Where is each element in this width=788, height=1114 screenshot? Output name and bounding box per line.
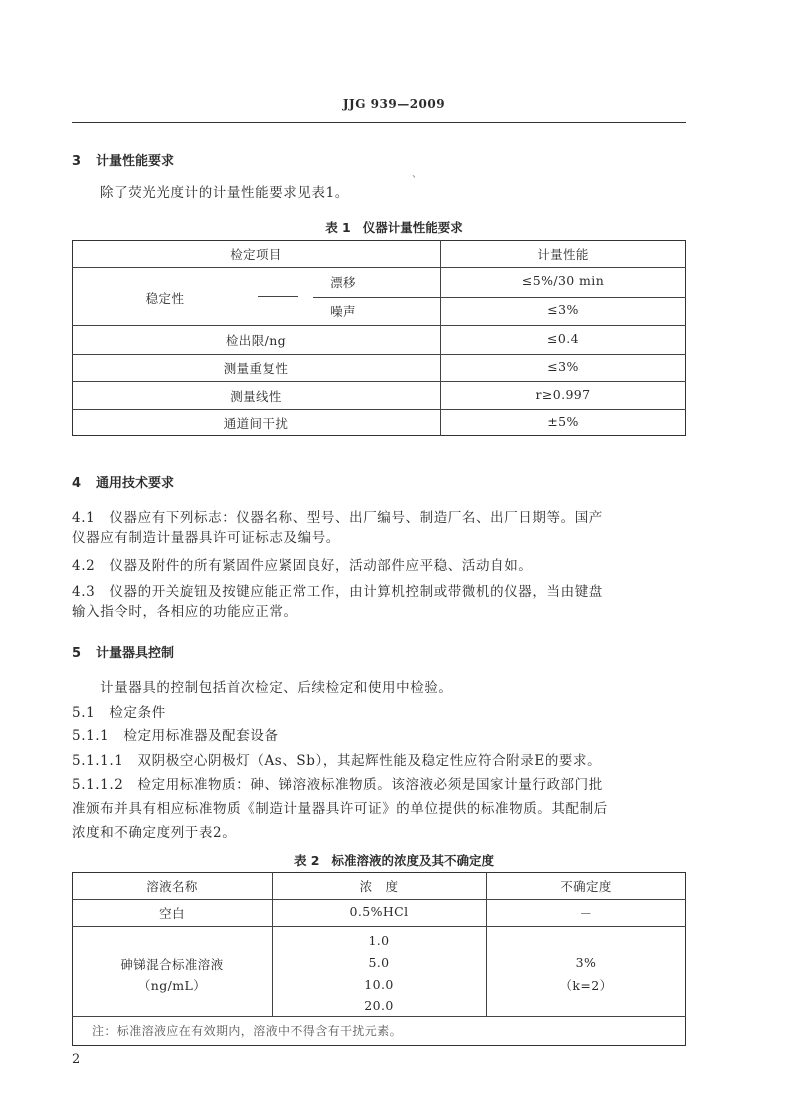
section-5-heading: [72, 642, 174, 661]
section-4-number: 4: [72, 476, 82, 491]
table-2-conc: 20.0: [364, 998, 394, 1013]
paragraph-4-1: [72, 508, 692, 548]
section-3-number: 3: [72, 154, 82, 169]
clause-5-1-1-2-num: 5.1.1.2: [72, 777, 124, 793]
table-1-cell-item: 测量重复性: [223, 361, 289, 376]
table-1-label: 表 1: [325, 220, 351, 235]
table-2-conc: 1.0: [368, 933, 390, 948]
table-1-row-rule: [313, 297, 686, 298]
table-1-cell-item: 稳定性: [145, 291, 185, 306]
table-2-header-rule: [72, 899, 686, 900]
paragraph-4-2: [72, 556, 692, 576]
clause-5-1-1-1: [72, 751, 692, 771]
table-1-cell-value: ≤0.4: [547, 331, 579, 346]
paragraph-4-1-line1: 仪器应有下列标志：仪器名称、型号、出厂编号、制造厂名、出厂日期等。国产: [109, 510, 603, 526]
page-number: 2: [72, 1052, 81, 1067]
table-1-cell-item: 通道间干扰: [223, 416, 289, 431]
clause-5-1-1-2-line3: 浓度和不确定度列于表2。: [72, 825, 237, 841]
table-1-cell-sub: 噪声: [330, 304, 356, 319]
table-1-cell-item: 检出限/ng: [225, 333, 287, 348]
clause-5-1-1-num: 5.1.1: [72, 728, 110, 744]
table-2-conc: 10.0: [364, 977, 394, 992]
table-2-col-header: 浓 度: [359, 879, 399, 894]
table-2-caption: [0, 851, 788, 869]
table-1-row-rule: [72, 325, 686, 326]
table-1-header-rule: [72, 267, 686, 268]
table-1-title: 仪器计量性能要求: [362, 220, 463, 235]
standard-code: JJG 939—2009: [342, 97, 446, 111]
table-2-row-rule: [72, 926, 686, 927]
table-1-dash: [258, 296, 298, 297]
table-1-cell-value: ±5%: [547, 414, 579, 429]
clause-5-1-1-2-line1: 检定用标准物质：砷、锑溶液标准物质。该溶液必须是国家计量行政部门批: [137, 777, 603, 793]
section-4-title: 通用技术要求: [96, 476, 175, 491]
clause-5-1-text: 检定条件: [109, 705, 166, 721]
header-rule: [72, 122, 686, 123]
paragraph-4-3: [72, 582, 692, 622]
paragraph-4-3-line2: 输入指令时，各相应的功能应正常。: [72, 604, 298, 620]
table-2-col-header: 不确定度: [560, 879, 612, 894]
section-3-title: 计量性能要求: [96, 154, 175, 169]
paragraph-4-2-line1: 仪器及附件的所有紧固件应紧固良好，活动部件应平稳、活动自如。: [109, 558, 533, 574]
clause-5-1-1-text: 检定用标准器及配套设备: [123, 728, 279, 744]
section-5-title: 计量器具控制: [96, 646, 175, 661]
section-4-heading: [72, 472, 174, 491]
section-3-heading: [72, 150, 174, 169]
paragraph-4-3-line1: 仪器的开关旋钮及按键应能正常工作，由计算机控制或带微机的仪器，当由键盘: [109, 584, 603, 600]
table-1-row-rule: [72, 381, 686, 382]
section-3-intro: 除了荧光光度计的计量性能要求见表1。: [100, 185, 349, 201]
table-2-mixed-name: 砷锑混合标准溶液: [120, 957, 224, 972]
table-1-cell-item: 测量线性: [230, 389, 282, 404]
section-5-intro: 计量器具的控制包括首次检定、后续检定和使用中检验。: [100, 680, 453, 696]
table-2-coverage-factor: （k=2）: [559, 978, 613, 993]
table-1-caption: [0, 218, 788, 236]
table-2-mixed-unit: （ng/mL）: [137, 978, 207, 993]
table-2-note: 注：标准溶液应在有效期内，溶液中不得含有干扰元素。: [92, 1024, 403, 1038]
paragraph-4-1-num: 4.1: [72, 510, 96, 526]
table-1-cell-value: ≤5%/30 min: [521, 273, 605, 288]
section-5-number: 5: [72, 646, 82, 661]
table-1-col-header: 检定项目: [230, 247, 282, 262]
table-2-conc: 5.0: [368, 955, 390, 970]
table-2-title: 标准溶液的浓度及其不确定度: [331, 853, 495, 868]
table-1-row-rule: [72, 354, 686, 355]
table-1-col-header: 计量性能: [537, 247, 589, 262]
table-1-cell-sub: 漂移: [330, 275, 356, 290]
table-2-label: 表 2: [293, 853, 320, 868]
table-1-row-rule: [72, 409, 686, 410]
table-2-blank-unc: －: [579, 906, 593, 921]
clause-5-1-1: [72, 726, 279, 746]
clause-5-1: [72, 703, 166, 723]
stray-mark: 、: [412, 169, 422, 180]
table-1-cell-value: r≥0.997: [535, 387, 591, 402]
paragraph-4-3-num: 4.3: [72, 584, 96, 600]
clause-5-1-1-1-text: 双阴极空心阴极灯（As、Sb），其起辉性能及稳定性应符合附录E的要求。: [137, 753, 602, 769]
clause-5-1-num: 5.1: [72, 705, 96, 721]
table-2-note-rule: [72, 1016, 686, 1017]
table-1-cell-value: ≤3%: [547, 359, 579, 374]
table-2-blank-conc: 0.5%HCl: [349, 904, 409, 919]
clause-5-1-1-1-num: 5.1.1.1: [72, 753, 124, 769]
table-1-cell-value: ≤3%: [547, 302, 579, 317]
table-2-blank-name: 空白: [159, 906, 185, 921]
paragraph-4-1-line2: 仪器应有制造计量器具许可证标志及编号。: [72, 530, 340, 546]
clause-5-1-1-2-line2: 准颁布并具有相应标准物质《制造计量器具许可证》的单位提供的标准物质。其配制后: [72, 801, 608, 817]
table-2-mixed-unc: 3%: [575, 955, 597, 970]
clause-5-1-1-2: [72, 775, 692, 843]
table-2-col-header: 溶液名称: [146, 879, 198, 894]
paragraph-4-2-num: 4.2: [72, 558, 96, 574]
